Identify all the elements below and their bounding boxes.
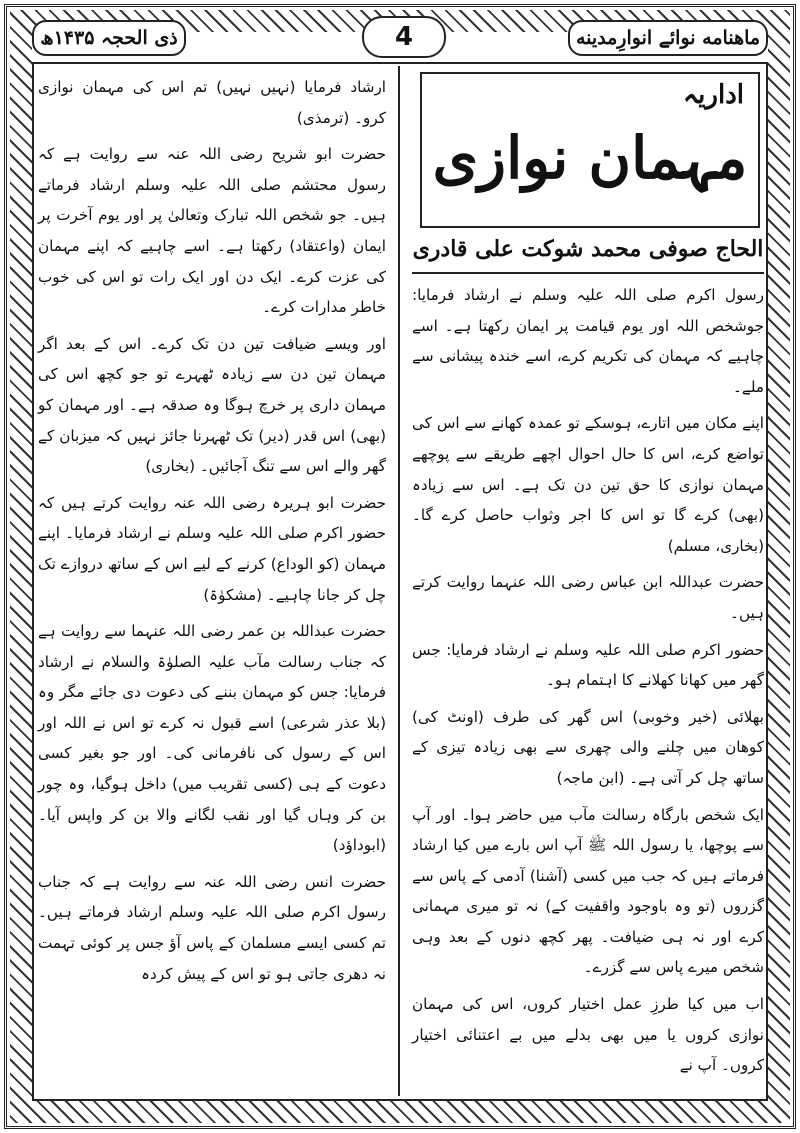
page-header [32,14,768,58]
paragraph: ارشاد فرمایا (نہیں نہیں) تم اس کی مہمان نوازی کرو۔ (ترمذی) [38,78,386,127]
paragraph: حضرت عبداللہ ابن عباس رضی اللہ عنہما روایت کرتے ہیں۔ [412,573,764,622]
paragraph: حضرت عبداللہ بن عمر رضی اللہ عنہما سے روایت ہے کہ جناب رسالت مآب علیہ الصلوٰۃ والسلام نے ارشاد فرمایا: جس کو مہمان بننے کی دعوت دی جائے مگر وہ (بلا عذر شرعی) اسے قبول نہ کرے تو اس نے اللہ اور اس کے رسول کی نافرمانی کی۔ اور جو بغیر کسی دعوت کے ہی (کسی تقریب میں) داخل ہوگیا، وہ چور بن کر وہاں گیا اور نقب لگانے والا بن کر واپس آیا۔ (ابوداؤد) [38,622,386,855]
paragraph: اب میں کیا طرزِ عمل اختیار کروں، اس کی مہمان نوازی کروں یا میں بھی بدلے میں بے اعتنائی اختیار کروں۔ آپ نے [412,995,764,1075]
paragraph: بھلائی (خیر وخوبی) اس گھر کی طرف (اونٹ کی) کوهان میں چلنے والی چھری سے بھی زیادہ تیزی کے ساتھ چل کر آتی ہے۔ (ابن ماجہ) [412,707,764,787]
paragraph: حضرت ابو ہریرہ رضی اللہ عنہ روایت کرتے ہیں کہ حضور اکرم صلی اللہ علیہ وسلم نے ارشاد فرمایا۔ اپنے مہمان (کو الوداع) کرنے کے لیے اس کے ساتھ دروازے تک چل کر جانا چاہیے۔ (مشکوٰۃ) [38,493,386,604]
section-kicker: اداریہ [682,80,744,110]
left-column [38,72,386,995]
issue-date: ذی الحجہ ۱۴۳۵ھ [32,20,186,56]
page-number: 4 [362,16,446,58]
paragraph: حضرت انس رضی اللہ عنہ سے روایت ہے کہ جناب رسول اکرم صلی اللہ علیہ وسلم ارشاد فرماتے ہیں۔ تم کسی ایسے مسلمان کے پاس آؤ جس پر کوئی تہمت نہ دھری جاتی ہو تو اس کے پیش کردہ [38,872,386,983]
paragraph: اور ویسے ضیافت تین دن تک کرے۔ اس کے بعد اگر مہمان تین دن سے زیادہ ٹھہرے تو جو کچھ اس کی مہمان داری پر خرچ ہوگا وہ صدقہ ہے۔ اور مہمان کو (بھی) اس قدر (دیر) تک ٹھہرنا جائز نہیں کہ میزبان کے گھر والے اس سے تنگ آجائیں۔ (بخاری) [38,334,386,476]
column-divider [398,66,400,1096]
article-title: مہمان نوازی [432,124,748,192]
paragraph: ایک شخص بارگاہ رسالت مآب میں حاضر ہوا۔ اور آپ سے پوچھا، یا رسول اللہ ﷺ آپ اس بارے میں کیا ارشاد فرماتے ہیں کہ جب میں کسی (آشنا) آدمی کے پاس سے گزروں (تو وہ باوجود واقفیت کے) نہ تو میری مہمانی کرے اور نہ ہی ضیافت۔ پھر کچھ دنوں کے بعد وہی شخص میرے پاس سے گزرے۔ [412,805,764,977]
right-column [412,280,764,1087]
paragraph: اپنے مکان میں اتارے، ہوسکے تو عمدہ کھانے سے اس کی تواضع کرے، اس کا حال احوال اچھے طریقے سے پوچھے مہمان نوازی کا حق تین دن تک ہے۔ اس سے زیادہ (بھی) کرے گا تو اس کا اجر وثواب حاصل کرے گا۔ (بخاری، مسلم) [412,414,764,555]
author-byline: الحاج صوفی محمد شوکت علی قادری [412,236,764,274]
paragraph: حضور اکرم صلی اللہ علیہ وسلم نے ارشاد فرمایا: جس گھر میں کھانا کھلانے کا اہتمام ہو۔ [412,640,764,690]
paragraph: حضرت ابو شریح رضی اللہ عنہ سے روایت ہے کہ رسول محتشم صلی اللہ علیہ وسلم ارشاد فرماتے ہیں۔ جو شخص اللہ تبارک وتعالیٰ پر اور یوم آخرت پر ایمان (واعتقاد) رکھتا ہے۔ اسے چاہیے کہ اپنے مہمان کی عزت کرے۔ ایک دن اور ایک رات تو اس کی خوب خاطر مدارات کرے۔ [38,145,386,317]
magazine-name: ماهنامه نوائے انوارِمدینه [568,20,768,56]
paragraph: رسول اکرم صلی اللہ علیہ وسلم نے ارشاد فرمایا: جوشخص اللہ اور یوم قیامت پر ایمان رکھتا ہے۔ اسے چاہیے کہ مہمان کی تکریم کرے، اسے خندہ پیشانی سے ملے۔ [412,286,764,396]
title-box [420,72,760,228]
